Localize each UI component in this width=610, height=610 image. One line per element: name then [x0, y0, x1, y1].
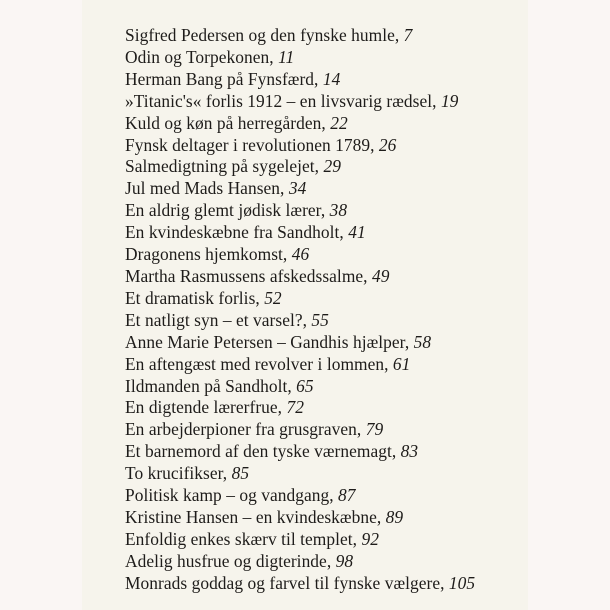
toc-entry-page: 61 [392, 353, 411, 374]
toc-entry [125, 178, 475, 200]
toc-entry-page: 55 [311, 309, 329, 330]
toc-entry-title: En aftengæst med revolver i lommen, [125, 353, 393, 374]
toc-entry-title: En kvindeskæbne fra Sandholt, [125, 222, 349, 243]
toc-entry-title: »Titanic's« forlis 1912 – en livsvarig rædsel, [125, 90, 441, 111]
toc-entry-page: 79 [365, 419, 384, 440]
toc-entry [125, 156, 475, 178]
toc-entry-page: 26 [378, 134, 397, 155]
toc-entry-page: 19 [440, 90, 459, 111]
toc-entry [125, 573, 475, 595]
toc-entry [125, 69, 475, 91]
toc-entry-title: Herman Bang på Fynsfærd, [125, 68, 323, 89]
toc-entry-title: Adelig husfrue og digterinde, [125, 550, 336, 571]
toc-entry-page: 11 [278, 46, 295, 67]
toc-entry [125, 113, 475, 135]
toc-entry-title: Et natligt syn – et varsel?, [125, 309, 312, 330]
toc-entry-page: 49 [371, 265, 390, 286]
toc-entry [125, 288, 475, 310]
toc-entry-page: 83 [400, 441, 419, 462]
toc-entry [125, 507, 475, 529]
toc-entry-title: Fynsk deltager i revolutionen 1789, [125, 134, 379, 155]
toc-entry-page: 41 [348, 222, 366, 243]
toc-entry-title: Martha Rasmussens afskedssalme, [125, 265, 372, 286]
toc-entry [125, 397, 475, 419]
toc-entry-page: 105 [448, 572, 476, 593]
toc-entry-page: 29 [323, 156, 341, 177]
toc-entry [125, 91, 475, 113]
toc-entry [125, 332, 475, 354]
toc-entry [125, 485, 475, 507]
toc-entry-page: 92 [361, 528, 379, 549]
table-of-contents [125, 25, 475, 595]
toc-entry-title: Politisk kamp – og vandgang, [125, 485, 339, 506]
toc-entry-page: 22 [330, 112, 348, 133]
toc-entry-title: Et dramatisk forlis, [125, 287, 265, 308]
toc-entry-page: 52 [264, 287, 282, 308]
toc-entry-title: En arbejderpioner fra grusgraven, [125, 419, 366, 440]
toc-entry [125, 376, 475, 398]
toc-entry-title: Dragonens hjemkomst, [125, 244, 292, 265]
toc-entry-title: Monrads goddag og farvel til fynske vælgere, [125, 572, 449, 593]
toc-entry-title: Et barnemord af den tyske værnemagt, [125, 441, 401, 462]
toc-entry-page: 38 [329, 200, 348, 221]
toc-entry [125, 266, 475, 288]
toc-entry-title: En aldrig glemt jødisk lærer, [125, 200, 330, 221]
toc-entry [125, 222, 475, 244]
toc-entry [125, 135, 475, 157]
toc-entry-title: En digtende lærerfrue, [125, 397, 287, 418]
toc-entry-page: 85 [231, 463, 250, 484]
toc-entry [125, 200, 475, 222]
toc-entry [125, 463, 475, 485]
toc-entry-page: 34 [288, 178, 307, 199]
toc-entry-title: Salmedigtning på sygelejet, [125, 156, 324, 177]
toc-entry-title: Kristine Hansen – en kvindeskæbne, [125, 506, 386, 527]
toc-entry-page: 87 [338, 485, 356, 506]
toc-entry [125, 551, 475, 573]
toc-entry-page: 65 [296, 375, 314, 396]
toc-entry [125, 529, 475, 551]
toc-entry [125, 354, 475, 376]
toc-entry-title: Kuld og køn på herregården, [125, 112, 331, 133]
toc-entry-page: 98 [335, 550, 354, 571]
toc-entry [125, 310, 475, 332]
toc-entry-title: Enfoldig enkes skærv til templet, [125, 528, 362, 549]
toc-entry-title: Jul med Mads Hansen, [125, 178, 289, 199]
toc-entry [125, 47, 475, 69]
toc-entry-title: Odin og Torpekonen, [125, 46, 279, 67]
toc-entry [125, 419, 475, 441]
toc-entry-page: 89 [385, 506, 404, 527]
toc-entry-page: 46 [291, 244, 310, 265]
toc-entry [125, 244, 475, 266]
toc-entry-title: Anne Marie Petersen – Gandhis hjælper, [125, 331, 414, 352]
toc-entry-title: Sigfred Pedersen og den fynske humle, [125, 25, 404, 45]
toc-entry-title: To krucifikser, [125, 463, 232, 484]
toc-entry-page: 14 [322, 68, 341, 89]
toc-entry-page: 72 [286, 397, 304, 418]
toc-entry [125, 25, 475, 47]
toc-entry [125, 441, 475, 463]
toc-entry-title: Ildmanden på Sandholt, [125, 375, 297, 396]
toc-entry-page: 7 [403, 25, 413, 45]
toc-entry-page: 58 [413, 331, 432, 352]
